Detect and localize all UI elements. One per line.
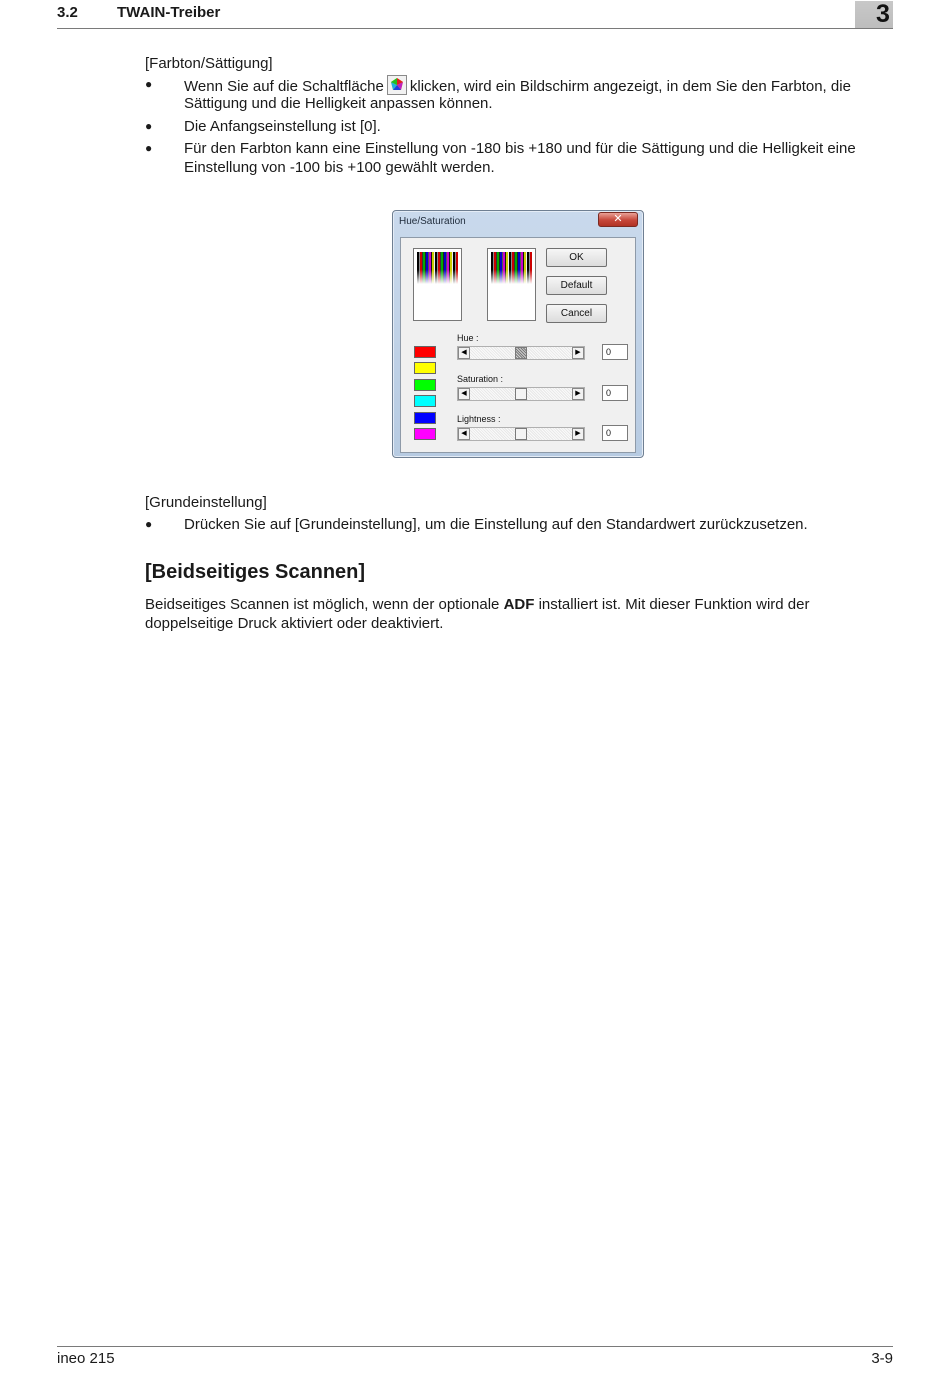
paragraph-part: installiert ist. Mit dieser Funktion wird der	[538, 596, 810, 613]
lightness-slider[interactable]	[457, 427, 585, 441]
bullet-marker: ●	[145, 517, 153, 531]
default-button[interactable]: Default	[546, 276, 607, 295]
ok-button[interactable]: OK	[546, 248, 607, 267]
scroll-left-icon[interactable]: ◀	[458, 428, 470, 440]
hue-value-field[interactable]: 0	[602, 344, 628, 360]
scroll-left-icon[interactable]: ◀	[458, 388, 470, 400]
scroll-right-icon[interactable]: ▶	[572, 388, 584, 400]
bullet-marker: ●	[145, 119, 153, 133]
section-heading-farbton: [Farbton/Sättigung]	[145, 55, 273, 72]
section-number: 3.2	[57, 4, 78, 21]
color-swatch-magenta	[414, 428, 436, 440]
paragraph-bold-term: ADF	[503, 596, 535, 613]
scroll-right-icon[interactable]: ▶	[572, 428, 584, 440]
footer-divider	[57, 1346, 893, 1347]
color-stripes	[491, 252, 532, 284]
page-number: 3-9	[871, 1350, 893, 1367]
color-swatch-green	[414, 379, 436, 391]
bullet-text: Für den Farbton kann eine Einstellung von -180 bis +180 und für die Sättigung und die Helligkeit eine	[184, 140, 856, 157]
dialog-title: Hue/Saturation	[399, 216, 466, 227]
bullet-text: Die Anfangseinstellung ist [0].	[184, 118, 381, 135]
color-stripes	[417, 252, 458, 284]
color-swatch-cyan	[414, 395, 436, 407]
paragraph	[145, 595, 810, 614]
scroll-right-icon[interactable]: ▶	[572, 347, 584, 359]
adjusted-preview	[487, 248, 536, 321]
saturation-slider-thumb[interactable]	[515, 388, 527, 400]
bullet-text	[184, 75, 851, 96]
paragraph-continued: doppelseitige Druck aktiviert oder deaktiviert.	[145, 615, 444, 632]
scroll-left-icon[interactable]: ◀	[458, 347, 470, 359]
footer-product: ineo 215	[57, 1350, 115, 1367]
color-swatch-yellow	[414, 362, 436, 374]
hue-slider[interactable]	[457, 346, 585, 360]
close-button[interactable]: ✕	[598, 212, 638, 227]
dialog-client-area	[400, 237, 636, 453]
page-header	[0, 0, 950, 32]
bullet-text: Drücken Sie auf [Grundeinstellung], um die Einstellung auf den Standardwert zurückzusetzen.	[184, 516, 808, 533]
hue-saturation-dialog	[392, 210, 644, 458]
section-title: TWAIN-Treiber	[117, 4, 221, 21]
paragraph-part: Beidseitiges Scannen ist möglich, wenn der optionale	[145, 596, 500, 613]
hue-label: Hue :	[457, 333, 479, 343]
bullet-text-part: klicken, wird ein Bildschirm angezeigt, in dem Sie den Farbton, die	[409, 78, 851, 95]
lightness-slider-thumb[interactable]	[515, 428, 527, 440]
lightness-value-field[interactable]: 0	[602, 425, 628, 441]
bullet-marker: ●	[145, 77, 153, 91]
saturation-slider[interactable]	[457, 387, 585, 401]
section-heading-grundeinstellung: [Grundeinstellung]	[145, 494, 267, 511]
cancel-button[interactable]: Cancel	[546, 304, 607, 323]
saturation-value-field[interactable]: 0	[602, 385, 628, 401]
bullet-text-part: Wenn Sie auf die Schaltfläche	[184, 78, 384, 95]
color-swatch-blue	[414, 412, 436, 424]
saturation-label: Saturation :	[457, 374, 504, 384]
chapter-number: 3	[876, 0, 890, 28]
color-swatch-red	[414, 346, 436, 358]
heading-beidseitiges-scannen: [Beidseitiges Scannen]	[145, 561, 366, 583]
header-divider	[57, 28, 893, 29]
bullet-text-continued: Einstellung von -100 bis +100 gewählt werden.	[184, 159, 495, 176]
hue-slider-thumb[interactable]	[515, 347, 527, 359]
lightness-label: Lightness :	[457, 414, 501, 424]
bullet-text-continued: Sättigung und die Helligkeit anpassen können.	[184, 95, 493, 112]
original-preview	[413, 248, 462, 321]
bullet-marker: ●	[145, 141, 153, 155]
hue-saturation-icon	[387, 75, 407, 95]
